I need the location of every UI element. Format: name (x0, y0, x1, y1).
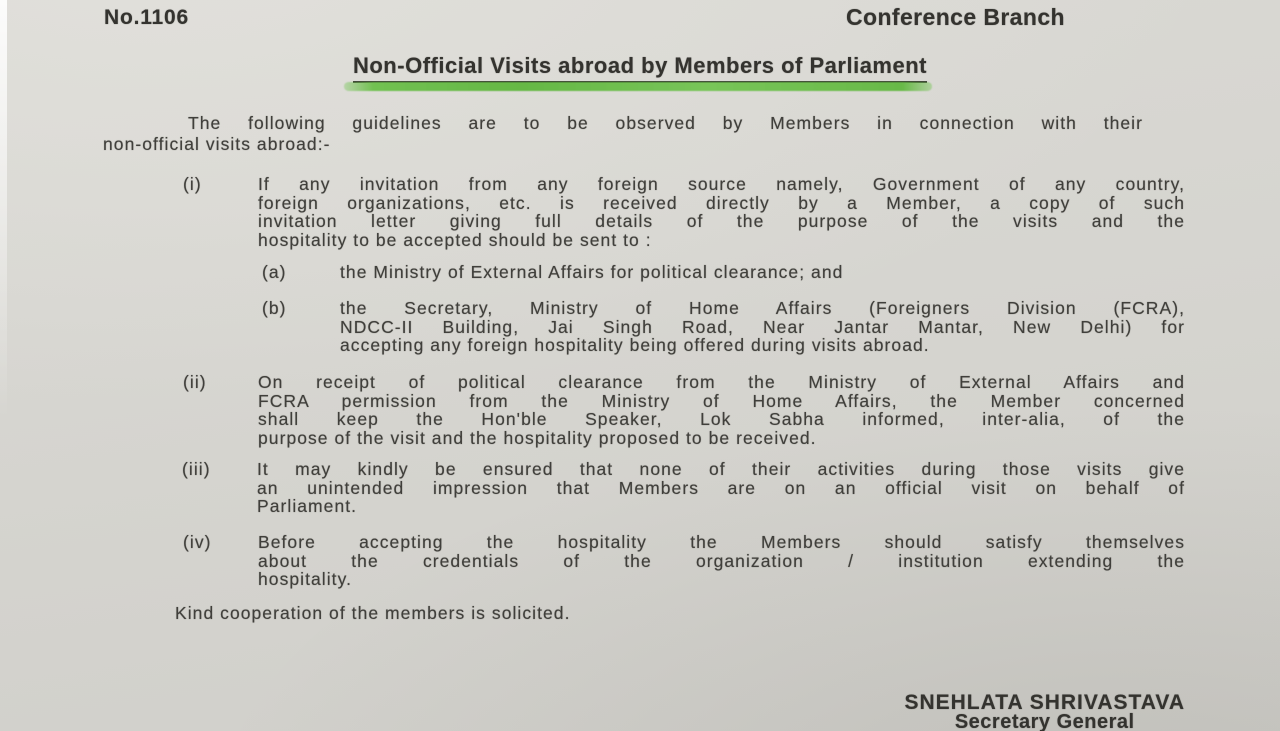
guideline-item-iv (183, 533, 1185, 589)
closing-line: Kind cooperation of the members is solicited. (175, 603, 571, 623)
item-label: (a) (262, 262, 287, 282)
item-text (258, 373, 1185, 448)
item-text-line: hospitality to be accepted should be sent to : (258, 230, 652, 251)
item-text-line: FCRA permission from the Ministry of Home Affairs, the Member concerned (258, 390, 1185, 411)
signatory-role: Secretary General (954, 711, 1135, 731)
item-text-line: the Secretary, Ministry of Home Affairs (Foreigners Division (FCRA), (340, 298, 1185, 318)
item-text-line: the Ministry of External Affairs for political clearance; and (340, 262, 844, 282)
guideline-item-ii (183, 373, 1185, 448)
intro-line: The following guidelines are to be observed by Members in connection with their (188, 113, 1143, 133)
guideline-item-iii (182, 460, 1185, 516)
item-text-line: It may kindly be ensured that none of their activities during those visits give (257, 459, 1185, 479)
item-text-line: On receipt of political clearance from the Ministry of External Affairs and (258, 372, 1185, 392)
item-text-line: invitation letter giving full details of the purpose of the visits and the (258, 211, 1185, 232)
item-text-line: about the credentials of the organization / institution extending the (258, 550, 1185, 571)
item-text (258, 175, 1185, 250)
intro-paragraph (103, 113, 1143, 154)
item-text-line: shall keep the Hon'ble Speaker, Lok Sabha informed, inter-alia, of the (258, 409, 1185, 430)
item-text-line: Parliament. (257, 496, 358, 517)
item-text (340, 299, 1185, 355)
subitem-a (262, 263, 1185, 282)
item-text-line: NDCC-II Building, Jai Singh Road, Near Jantar Mantar, New Delhi) for (340, 316, 1185, 337)
signatory-name: SNEHLATA SHRIVASTAVA (904, 691, 1185, 714)
subitem-b (262, 299, 1185, 355)
item-text-line: purpose of the visit and the hospitality proposed to be received. (258, 428, 817, 449)
item-label: (i) (183, 174, 202, 194)
item-text-line: If any invitation from any foreign source namely, Government of any country, (258, 174, 1185, 194)
reference-number: No.1106 (104, 6, 189, 29)
item-text (257, 460, 1185, 516)
item-label: (b) (262, 298, 287, 318)
item-label: (iii) (182, 459, 211, 479)
item-text (340, 263, 1185, 282)
document-title: Non-Official Visits abroad by Members of Parliament (353, 55, 927, 83)
item-text-line: accepting any foreign hospitality being offered during visits abroad. (340, 335, 930, 356)
item-text-line: an unintended impression that Members are on an official visit on behalf of (257, 477, 1185, 498)
item-label: (iv) (183, 532, 212, 552)
signature-block (904, 692, 1185, 731)
item-text-line: foreign organizations, etc. is received directly by a Member, a copy of such (258, 192, 1185, 213)
item-label: (ii) (183, 372, 207, 392)
item-text-line: Before accepting the hospitality the Members should satisfy themselves (258, 532, 1185, 552)
intro-line: non-official visits abroad:- (103, 133, 331, 154)
guideline-item-i (183, 175, 1185, 250)
item-text (258, 533, 1185, 589)
branch-name: Conference Branch (846, 4, 1065, 30)
title-row (0, 55, 1280, 83)
item-text-line: hospitality. (258, 569, 352, 590)
